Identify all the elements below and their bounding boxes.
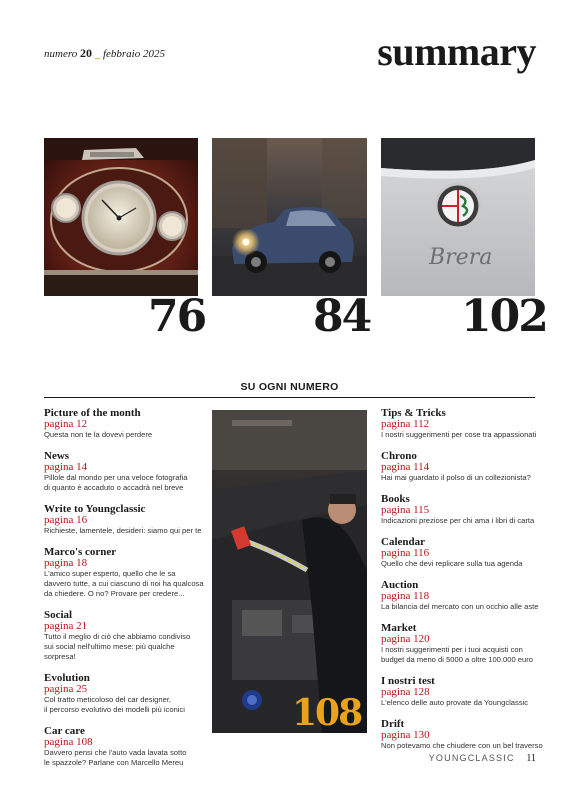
issue-date: febbraio 2025 — [102, 48, 165, 60]
toc-item[interactable] — [381, 408, 556, 440]
toc-item-title: Car care — [44, 725, 85, 737]
toc-item-desc: I nostri suggerimenti per cose tra appassionati — [381, 430, 537, 439]
featured-number-3: 102 — [461, 291, 547, 342]
mechanic-image — [212, 410, 367, 733]
brera-badge-image — [381, 138, 535, 296]
toc-item-page: pagina 112 — [381, 418, 430, 430]
toc-item-title: Books — [381, 493, 410, 505]
toc-item-desc: Tutto il meglio di ciò che abbiamo condiviso — [44, 632, 191, 641]
toc-item-desc: Indicazioni preziose per chi ama i libri di carta — [381, 516, 535, 525]
issue-label: numero — [44, 48, 78, 60]
toc-item-desc: Richieste, lamentele, desideri: siamo qui per te — [44, 526, 202, 535]
toc-item[interactable] — [381, 451, 556, 483]
toc-item-page: pagina 130 — [381, 729, 430, 741]
toc-item-title: Calendar — [381, 536, 425, 548]
dashboard-image — [44, 138, 198, 296]
toc-item-page: pagina 108 — [44, 736, 93, 748]
toc-item-page: pagina 114 — [381, 461, 430, 473]
toc-item[interactable] — [44, 673, 204, 715]
toc-item-page: pagina 128 — [381, 686, 430, 698]
toc-item-title: Social — [44, 609, 73, 621]
toc-item-desc: Davvero pensi che l'auto vada lavata sotto — [44, 748, 187, 757]
toc-item-desc: sui social nell'ultimo mese: più qualche sorpresa! — [44, 642, 175, 661]
footer-brand: YOUNGCLASSIC — [428, 753, 515, 763]
toc-item[interactable] — [381, 494, 556, 526]
toc-item-title: News — [44, 450, 70, 462]
right-column — [381, 408, 556, 762]
featured-photo-dashboard[interactable] — [44, 138, 198, 296]
toc-item-desc: Hai mai guardato il polso di un collezionista? — [381, 473, 531, 482]
toc-item-title: Drift — [381, 718, 405, 730]
page-footer — [429, 753, 536, 764]
toc-item-title: Marco's corner — [44, 546, 117, 558]
toc-item-title: Market — [381, 622, 417, 634]
toc-item[interactable] — [381, 676, 556, 708]
toc-item-desc: Col tratto meticoloso del car designer, — [44, 695, 172, 704]
toc-item-desc: Pillole dal mondo per una veloce fotografia — [44, 473, 188, 482]
toc-item[interactable] — [44, 610, 204, 662]
featured-photo-brera[interactable] — [381, 138, 535, 296]
toc-item-page: pagina 118 — [381, 590, 430, 602]
page-title: summary — [377, 29, 536, 74]
issue-separator: _ — [94, 48, 101, 60]
toc-item-page: pagina 12 — [44, 418, 88, 430]
toc-item-page: pagina 115 — [381, 504, 430, 516]
left-column — [44, 408, 204, 779]
featured-number-2: 84 — [313, 291, 371, 342]
toc-item[interactable] — [381, 537, 556, 569]
toc-item-page: pagina 116 — [381, 547, 430, 559]
toc-item-desc: I nostri suggerimenti per i tuoi acquisti con — [381, 645, 523, 654]
toc-item[interactable] — [44, 451, 204, 493]
toc-item-desc: budget da meno di 5000 a oltre 100.000 euro — [381, 655, 533, 664]
toc-item-title: Write to Youngclassic — [44, 503, 146, 515]
middle-photo-mechanic[interactable] — [212, 410, 367, 733]
toc-item-page: pagina 120 — [381, 633, 430, 645]
page-number: 11 — [526, 753, 536, 764]
toc-item[interactable] — [381, 580, 556, 612]
toc-item-desc: Non potevamo che chiudere con un bel traverso — [381, 741, 543, 750]
issue-line — [44, 46, 165, 61]
toc-item-page: pagina 14 — [44, 461, 88, 473]
toc-item-desc: La bilancia del mercato con un occhio alle aste — [381, 602, 539, 611]
toc-item-title: Evolution — [44, 672, 90, 684]
toc-item-desc: L'elenco delle auto provate da Youngclassic — [381, 698, 529, 707]
toc-item[interactable] — [44, 408, 204, 440]
toc-item-title: Picture of the month — [44, 407, 141, 419]
toc-item-desc: il percorso evolutivo dei modelli più iconici — [44, 705, 185, 714]
toc-item-page: pagina 21 — [44, 620, 88, 632]
coupe-image — [212, 138, 367, 296]
toc-item-desc: davvero tutte, a cui ciascuno di noi ha qualcosa — [44, 579, 204, 588]
featured-photo-coupe[interactable] — [212, 138, 367, 296]
svg-text:Brera: Brera — [429, 245, 493, 270]
toc-item-page: pagina 16 — [44, 514, 88, 526]
toc-item[interactable] — [381, 623, 556, 665]
toc-item-desc: le spazzole? Parlane con Marcello Mereu — [44, 758, 184, 767]
toc-item-title: Chrono — [381, 450, 417, 462]
toc-item-desc: di quanto è accaduto o accadrà nel breve — [44, 483, 184, 492]
middle-number: 108 — [292, 692, 362, 734]
toc-item[interactable] — [44, 547, 204, 599]
toc-item-page: pagina 25 — [44, 683, 88, 695]
toc-item-desc: Questa non te la dovevi perdere — [44, 430, 153, 439]
toc-item[interactable] — [44, 504, 204, 536]
toc-item-title: Tips & Tricks — [381, 407, 446, 419]
featured-number-1: 76 — [148, 291, 206, 342]
section-title: SU OGNI NUMERO — [240, 381, 339, 393]
toc-item-desc: Quello che devi replicare sulla tua agenda — [381, 559, 523, 568]
toc-item-page: pagina 18 — [44, 557, 88, 569]
issue-number: 20 — [79, 46, 92, 60]
toc-item[interactable] — [44, 726, 204, 768]
toc-item-title: Auction — [381, 579, 419, 591]
toc-item-title: I nostri test — [381, 675, 435, 687]
toc-item-desc: da chiedere. O no? Provare per credere... — [44, 589, 185, 598]
section-divider — [44, 397, 535, 398]
toc-item-desc: L'amico super esperto, quello che le sa — [44, 569, 176, 578]
toc-item[interactable] — [381, 719, 556, 751]
